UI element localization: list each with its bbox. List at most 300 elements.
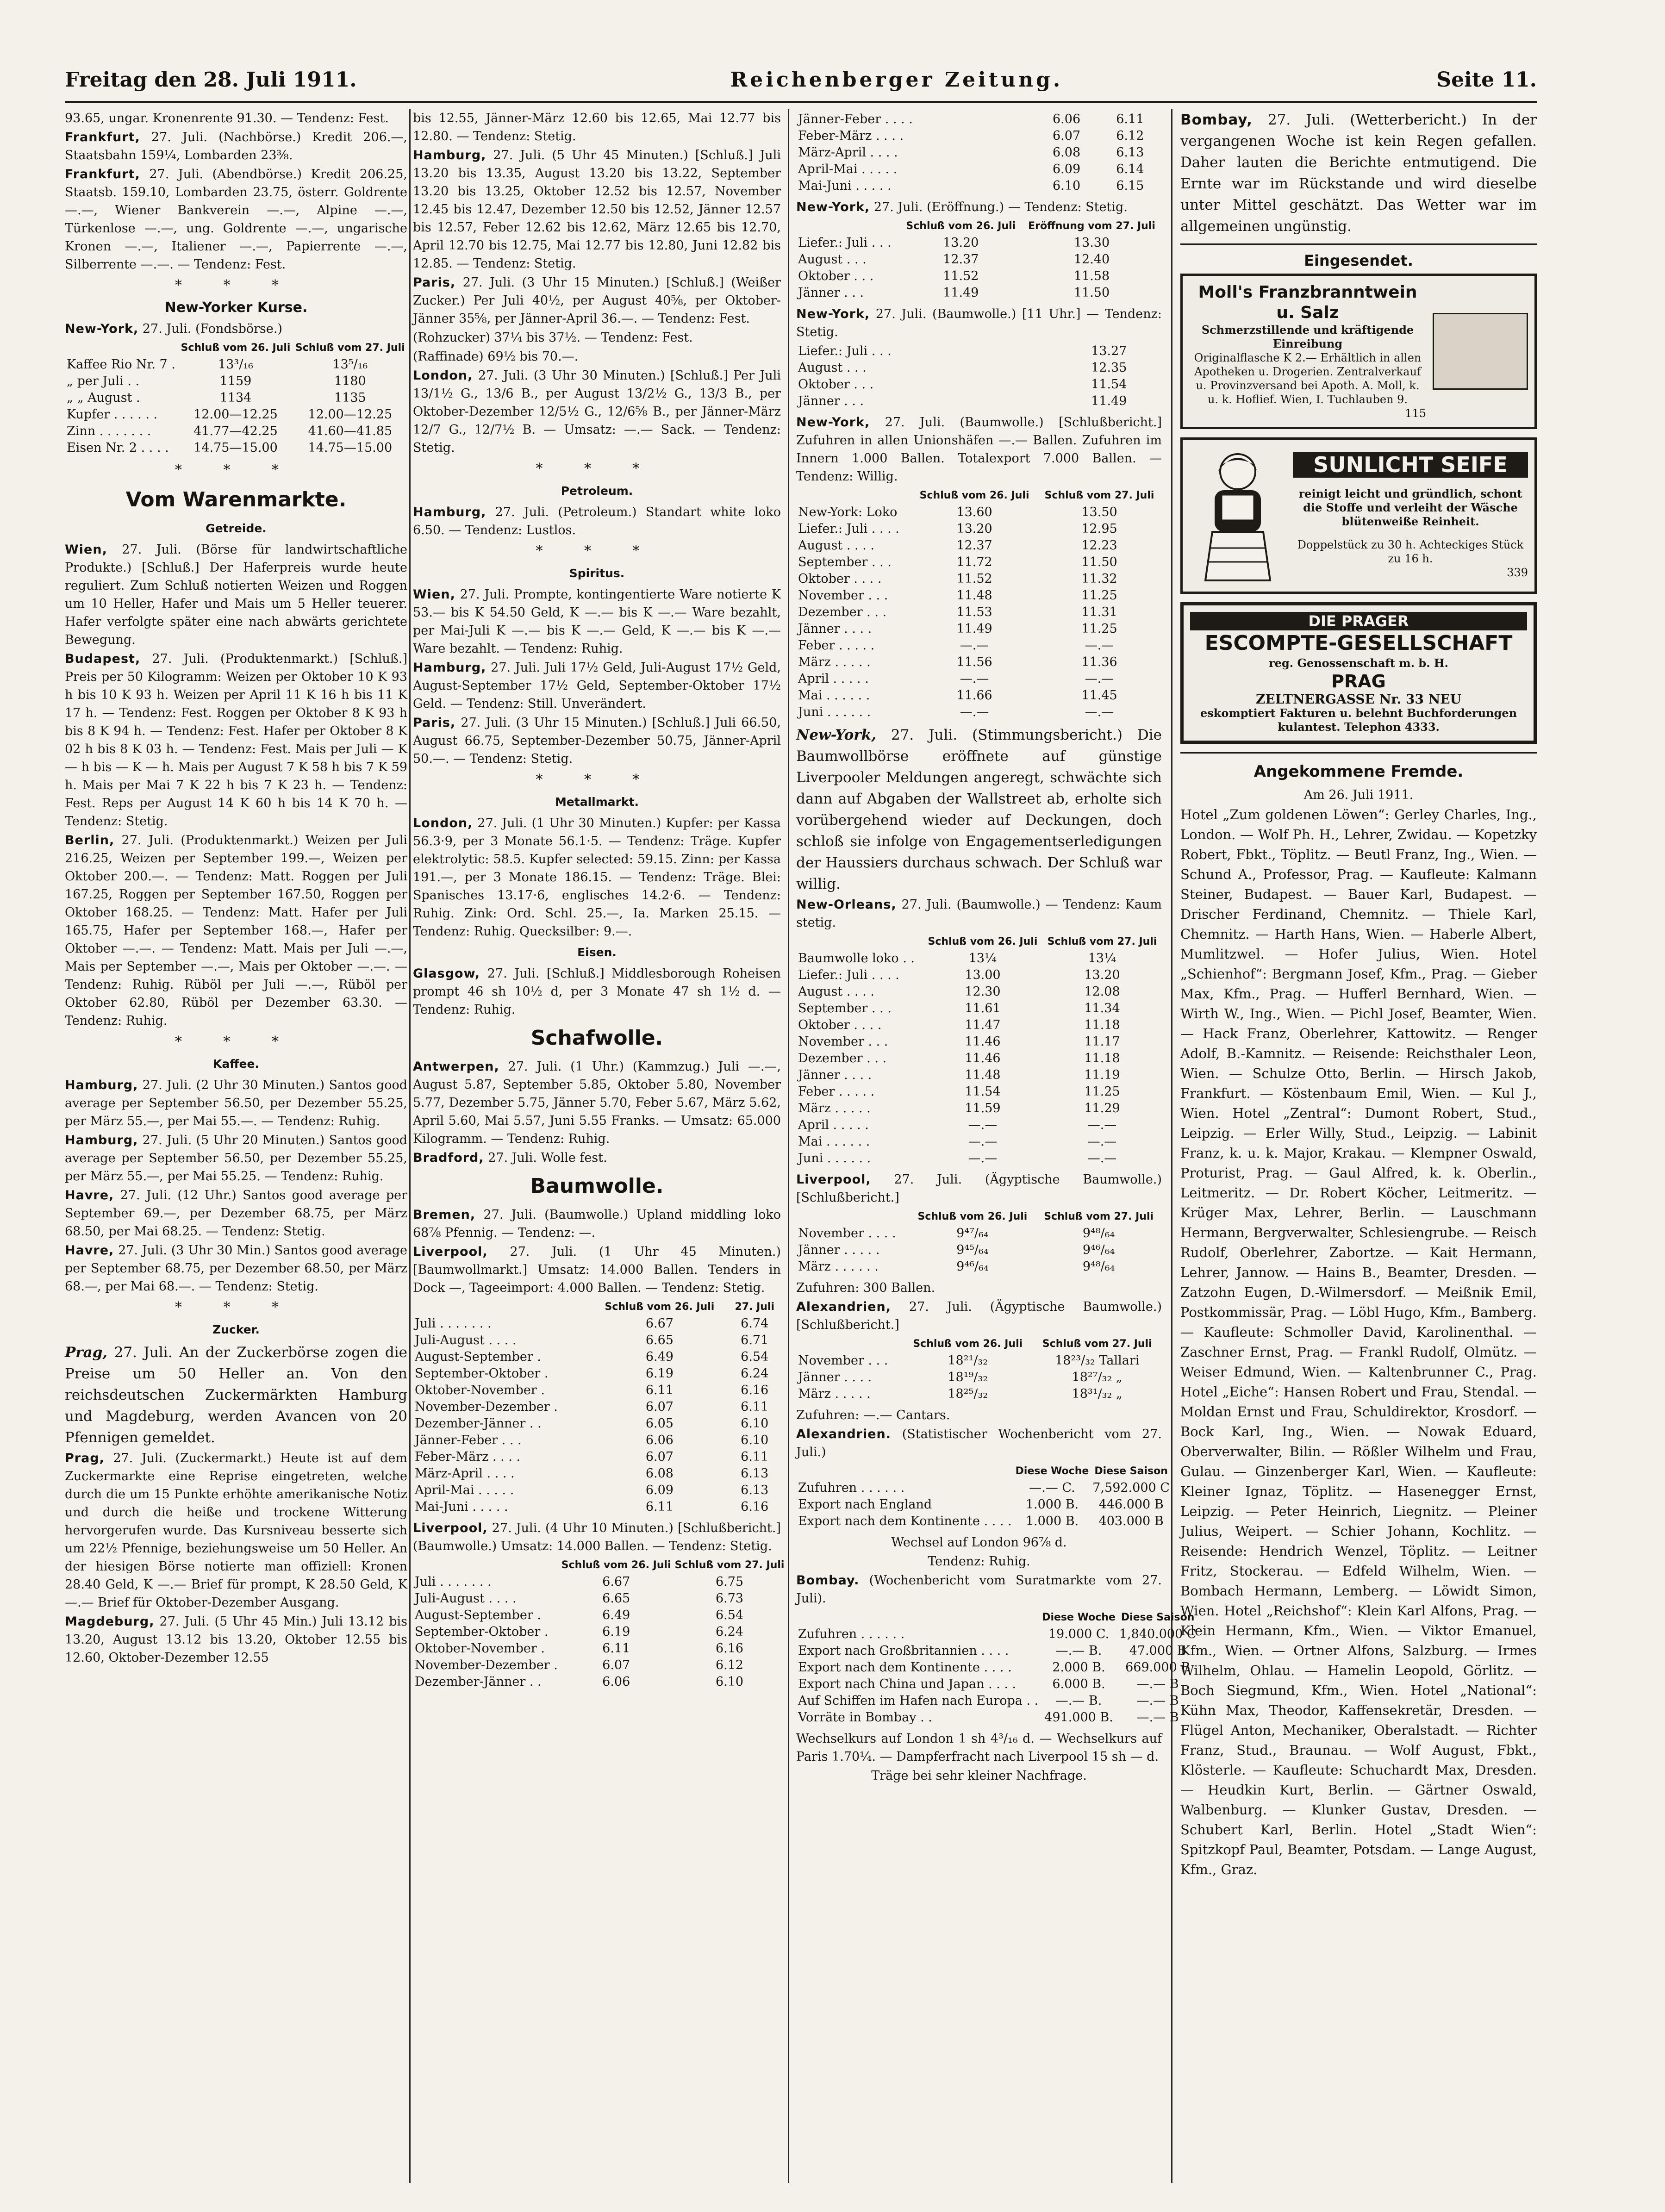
table-header-cell: [796, 1209, 910, 1225]
article-text: 27. Juli. Wolle fest.: [488, 1151, 607, 1165]
table-cell: 6.11: [602, 1641, 630, 1656]
article-lead: New-York,: [796, 727, 876, 743]
table-row: [796, 521, 1162, 537]
table-cell: 18²³/₃₂ Tallari: [1055, 1353, 1140, 1368]
section-stars: * * *: [536, 461, 658, 477]
article-text: 27. Juli. Prompte, kontingentierte Ware notierte K 53.— bis K 54.50 Geld, K —.— bis K —.— Ware bezahlt, per Mai-Juli K —.— bis K —.— Geld, K —.— bis K —.— Ware bezahlt. — Tendenz: Ruhig.: [413, 587, 781, 656]
table-cell: 6.07: [1053, 129, 1081, 143]
article-text: (Rohzucker) 37¼ bis 37½. — Tendenz: Fest.: [413, 330, 693, 345]
article-text: 27. Juli. An der Zuckerbörse zogen die Preise um 50 Heller an. Von den reichsdeutschen Zuckermärkten Hamburg und Magdeburg, werden Avancen von 20 Pfennigen gemeldet.: [65, 1344, 408, 1446]
table-header-row: [796, 1209, 1162, 1225]
article: [413, 814, 781, 941]
article-text: 27. Juli. (3 Uhr 15 Minuten.) [Schluß.] Juli 66.50, August 66.75, September-Dezember 50.75, Jänner-April 50.—. — Tendenz: Stetig.: [413, 716, 781, 766]
table-cell: 6.09: [1053, 162, 1081, 176]
table-cell: 6.24: [715, 1625, 744, 1639]
article-lead: Glasgow,: [413, 966, 480, 981]
table-cell: 6.06: [602, 1675, 630, 1689]
table-cell: —.—: [960, 672, 989, 686]
quote-table: [796, 487, 1162, 721]
column-1: [65, 109, 407, 2192]
table-cell: Kaffee Rio Nr. 7 .: [67, 357, 175, 372]
article: [65, 320, 407, 338]
table-cell: April-Mai . . . . .: [415, 1483, 514, 1497]
table-cell: 6.13: [1116, 145, 1144, 160]
table-row: [796, 235, 1162, 251]
table-row: [413, 1482, 781, 1499]
advertisement-escompte: [1180, 602, 1537, 744]
table-row: [796, 178, 1162, 194]
ad-line: DIE PRAGER: [1190, 612, 1527, 630]
ad-line: reg. Genossenschaft m. b. H.: [1269, 656, 1448, 670]
table-row: [796, 504, 1162, 521]
quote-table: [796, 1609, 1198, 1726]
article-text: 27. Juli. [Schluß.] Middlesborough Roheisen prompt 46 sh 10½ d, per 3 Monate 47 sh 1½ d. — Tendenz: Ruhig.: [413, 966, 781, 1017]
section-rule: [1180, 243, 1537, 245]
table-row: [796, 1050, 1162, 1067]
article-text: Am 26. Juli 1911.: [1303, 788, 1414, 802]
article-lead: Hamburg,: [65, 1078, 138, 1092]
article-text: 27. Juli. (Zuckermarkt.) Heute ist auf dem Zuckermarkte eine Reprise eingetreten, welche durch die um 15 Punkte erhöhte amerikanische Notiz und durch die heiße und trockene Witterung hervorgerufen wurde. Das Kursniveau besserte sich um 22½ Pfennige, beziehungsweise um 50 Heller. An der hiesigen Börse notierte man offiziell: Kronen 28.40 Geld, K —.— Brief für prompt, K 28.50 Geld, K —.— Brief für Oktober-Dezember Ausgang.: [65, 1451, 407, 1610]
table-header-row: [413, 1299, 781, 1315]
article-text: 27. Juli. (Baumwolle.) Upland middling loko 68⅞ Pfennig. — Tendenz: —.: [413, 1208, 781, 1240]
table-cell: 446.000 B: [1098, 1497, 1164, 1512]
table-cell: —.—: [960, 705, 989, 719]
table-cell: 13.50: [1081, 505, 1117, 519]
section-title: Schafwolle.: [530, 1026, 663, 1050]
header-page-number: Seite 11.: [1436, 68, 1537, 92]
table-cell: 6.12: [1116, 129, 1144, 143]
table-row: [413, 1399, 781, 1415]
article-text: (Wochenbericht vom Suratmarkte vom 27. Juli).: [796, 1573, 1162, 1606]
table-cell: 11.25: [1081, 588, 1117, 603]
table-cell: Dezember-Jänner . .: [415, 1675, 542, 1689]
article: [796, 198, 1162, 216]
article-text: 27. Juli. (Baumwolle.) [Schlußbericht.] Zufuhren in allen Unionshäfen —.— Ballen. Zufuhren im Innern 1.000 Ballen. Totalexport 7.000 Ballen. — Tendenz: Willig.: [796, 415, 1162, 484]
table-cell: 12.08: [1084, 984, 1120, 999]
table-cell: April-Mai . . . . .: [798, 162, 898, 176]
table-cell: Baumwolle loko . .: [798, 951, 915, 966]
table-cell: New-York: Loko: [798, 505, 898, 519]
table-cell: 18²⁵/₃₂: [948, 1387, 988, 1401]
section-stars: * * *: [536, 772, 658, 788]
table-cell: 18²¹/₃₂: [948, 1353, 988, 1368]
table-cell: 11.17: [1084, 1034, 1120, 1049]
quote-table: [796, 218, 1162, 301]
table-row: [413, 1640, 786, 1657]
ad-address: ZELTNERGASSE Nr. 33 NEU: [1255, 692, 1462, 707]
table-cell: —.—: [1087, 1151, 1117, 1165]
ad-city: PRAG: [1331, 671, 1386, 692]
table-cell: 9⁴⁸/₆₄: [1082, 1226, 1115, 1240]
table-cell: Jänner-Feber . . . .: [798, 112, 913, 126]
article: [796, 1425, 1162, 1461]
table-header-cell: Schluß vom 27. Juli: [295, 342, 405, 354]
article-text: 27. Juli. (5 Uhr 20 Minuten.) Santos good average per September 56.50, per Dezember 55.25, per März 55.—, per Mai 55.25. — Tendenz: Ruhig.: [65, 1133, 407, 1184]
article-text: 27. Juli. (5 Uhr 45 Min.) Juli 13.12 bis 13.20, August 13.12 bis 13.20, Oktober 12.55 bis 12.60, Oktober-Dezember 12.55: [65, 1614, 408, 1665]
article-lead: Prag,: [65, 1344, 108, 1361]
table-cell: 6.11: [1116, 112, 1144, 126]
table-cell: Oktober-November .: [415, 1383, 545, 1397]
table-row: [413, 1415, 781, 1432]
section-heading: New-Yorker Kurse.: [164, 299, 308, 316]
table-cell: Oktober . . . .: [798, 1018, 882, 1032]
table-row: [413, 1432, 781, 1449]
table-cell: 41.77—42.25: [193, 424, 278, 438]
article: [413, 367, 781, 457]
article: [413, 146, 781, 273]
table-cell: November . . .: [798, 1353, 888, 1368]
article-text: 27. Juli. (4 Uhr 10 Minuten.) [Schlußbericht.] (Baumwolle.) Umsatz: 14.000 Ballen. — Tendenz: Stetig.: [413, 1521, 781, 1553]
table-cell: Liefer.: Juli . . . .: [798, 522, 899, 536]
column-4: [1180, 109, 1537, 2192]
table-cell: März . . . . .: [798, 1101, 871, 1115]
table-cell: Juli . . . . . . .: [415, 1575, 492, 1589]
section-title: Vom Warenmarkte.: [125, 488, 347, 511]
table-cell: 11.53: [956, 605, 992, 619]
table-cell: —.— B: [1136, 1677, 1179, 1691]
article-text: Zufuhren: 300 Ballen.: [796, 1281, 935, 1295]
table-cell: 1159: [219, 374, 252, 388]
table-cell: 6.10: [715, 1675, 744, 1689]
article: [1180, 786, 1537, 804]
column-divider: [1171, 109, 1172, 2183]
table-cell: Jänner-Feber . . .: [415, 1433, 522, 1447]
table-cell: April . . . . .: [798, 1118, 869, 1132]
article-lead: Hamburg,: [65, 1133, 138, 1147]
table-row: [796, 1352, 1162, 1369]
table-cell: Mai . . . . . .: [798, 1134, 870, 1149]
table-row: [796, 343, 1162, 360]
table-cell: —.—: [968, 1118, 998, 1132]
table-cell: 6.14: [1116, 162, 1144, 176]
article-lead: Bombay,: [1180, 112, 1253, 128]
section-stars: * * *: [175, 462, 298, 478]
table-row: [413, 1465, 781, 1482]
table-row: [413, 1657, 786, 1674]
table-cell: 11.49: [1091, 394, 1127, 408]
table-cell: 11.45: [1081, 688, 1117, 703]
section-stars: * * *: [536, 543, 658, 559]
table-cell: 18¹⁹/₃₂: [948, 1370, 988, 1384]
table-cell: 6.08: [645, 1466, 673, 1481]
table-cell: 9⁴⁶/₆₄: [1082, 1243, 1115, 1257]
table-row: [796, 1659, 1198, 1676]
article-text: 27. Juli. (Baumwolle.) — Tendenz: Kaum stetig.: [796, 897, 1162, 930]
article: [65, 128, 407, 164]
table-cell: —.— B: [1136, 1710, 1179, 1725]
table-cell: 6.11: [741, 1450, 769, 1464]
article-text: 27. Juli. (3 Uhr 30 Minuten.) [Schluß.] Per Juli 13/1½ G., 13/6 B., per August 13/2½ G., 13/3 B., per Oktober-Dezember 12/5½ G., 12/6⅝ B., per Jänner-März 12/7 G., 12/7½ B. — Umsatz: —.— Sack. — Tendenz: Stetig.: [413, 368, 781, 455]
table-cell: 6.13: [741, 1483, 769, 1497]
table-cell: März . . . . . .: [798, 1259, 879, 1274]
table-cell: 13.20: [956, 522, 992, 536]
table-cell: März-April . . . .: [798, 145, 898, 160]
table-row: [796, 1626, 1198, 1643]
table-cell: 9⁴⁸/₆₄: [1082, 1259, 1115, 1274]
table-cell: 11.25: [1081, 622, 1117, 636]
table-header-cell: Diese Saison: [1094, 1465, 1168, 1477]
article-lead: Hamburg,: [413, 660, 486, 675]
table-cell: Juni . . . . . .: [798, 1151, 871, 1165]
table-cell: 11.58: [1073, 269, 1110, 283]
table-cell: Jänner . . .: [798, 394, 864, 408]
table-cell: 6.15: [1116, 179, 1144, 193]
table-cell: 11.52: [956, 572, 992, 586]
table-row: [796, 1134, 1162, 1150]
table-cell: 491.000 B.: [1044, 1710, 1113, 1725]
table-cell: November . . . .: [798, 1226, 896, 1240]
table-cell: 11.31: [1081, 605, 1117, 619]
table-cell: Feber-März . . . .: [798, 129, 904, 143]
article: [65, 1613, 407, 1667]
article: [796, 1533, 1162, 1552]
table-cell: Eisen Nr. 2 . . . .: [67, 441, 169, 455]
table-cell: 13¼: [968, 951, 997, 966]
article: [413, 965, 781, 1019]
table-header-cell: Schluß vom 27. Juli: [1044, 1211, 1154, 1222]
table-cell: November-Dezember .: [415, 1400, 558, 1414]
table-cell: 6.49: [645, 1350, 673, 1364]
article-text: 27. Juli. (Fondsbörse.): [142, 322, 282, 336]
table-cell: 11.29: [1084, 1101, 1120, 1115]
table-header-row: [796, 218, 1162, 235]
table-cell: 6.06: [1053, 112, 1081, 126]
table-row: [413, 1332, 781, 1349]
article: [413, 329, 781, 347]
table-row: [796, 1150, 1162, 1167]
table-header-cell: Schluß vom 27. Juli: [674, 1559, 785, 1571]
ad-number: 339: [1507, 566, 1528, 579]
table-cell: 11.46: [965, 1034, 1001, 1049]
article-text: Träge bei sehr kleiner Nachfrage.: [871, 1769, 1087, 1783]
table-row: [796, 1369, 1162, 1386]
table-cell: September . . .: [798, 1001, 892, 1016]
table-cell: —.—: [968, 1134, 998, 1149]
table-cell: 9⁴⁶/₆₄: [956, 1259, 989, 1274]
table-cell: Mai-Juni . . . . .: [798, 179, 892, 193]
article-lead: Frankfurt,: [65, 167, 140, 181]
article: [413, 714, 781, 768]
table-row: [796, 1513, 1172, 1530]
table-cell: Mai . . . . . .: [798, 688, 870, 703]
table-cell: März . . . . .: [798, 1387, 871, 1401]
table-row: [413, 1499, 781, 1515]
table-row: [65, 356, 407, 373]
table-row: [413, 1449, 781, 1465]
subsection-heading: Petroleum.: [561, 484, 633, 498]
table-cell: 6.67: [645, 1316, 673, 1331]
table-header-cell: [796, 1336, 903, 1352]
table-row: [796, 1496, 1172, 1513]
table-cell: —.—: [1085, 705, 1114, 719]
table-cell: 11.49: [943, 286, 979, 300]
quote-table: [65, 340, 407, 456]
table-cell: Juli-August . . . .: [415, 1591, 517, 1606]
table-cell: Export nach England: [798, 1497, 932, 1512]
article-text: 27. Juli. (Stimmungsbericht.) Die Baumwollbörse eröffnete auf günstige Liverpooler Meldungen angeregt, schwächte sich dann auf Abgaben der Wallstreet ab, erholte sich vorübergehend wieder auf Deckungen, doch schloß sie infolge von Engagementserledigungen der Haussiers durchaus schwach. Der Schluß war willig.: [796, 727, 1162, 892]
table-cell: 6.54: [715, 1608, 744, 1622]
article: [65, 541, 407, 649]
article-lead: Havre,: [65, 1188, 114, 1203]
table-cell: Jänner . . . .: [798, 622, 872, 636]
table-cell: —.—: [1087, 1134, 1117, 1149]
table-cell: 11.32: [1081, 572, 1117, 586]
table-cell: Vorräte in Bombay . .: [798, 1710, 932, 1725]
table-cell: 1.000 B.: [1025, 1497, 1079, 1512]
article-text: 27. Juli. (5 Uhr 45 Minuten.) [Schluß.] Juli 13.20 bis 13.35, August 13.20 bis 13.22, September 13.20 bis 13.25, Oktober 12.52 bis 12.57, November 12.45 bis 12.47, Dezember 12.50 bis 12.52, Jänner 12.57 bis 12.57, Feber 12.62 bis 12.62, März 12.65 bis 12.70, April 12.70 bis 12.75, Mai 12.77 bis 12.80, Juni 12.82 bis 12.85. — Tendenz: Stetig.: [413, 148, 781, 271]
article-text: 27. Juli. (Ägyptische Baumwolle.) [Schlußbericht.]: [796, 1300, 1162, 1332]
article-text: 27. Juli. (3 Uhr 30 Min.) Santos good average per September 68.75, per Dezember 68.50, per März 68.—, per Mai 68.—. — Tendenz: Stetig.: [65, 1243, 407, 1294]
table-header-cell: [413, 1557, 560, 1574]
table-cell: 6.000 B.: [1052, 1677, 1105, 1691]
table-cell: Jänner . . . .: [798, 1370, 872, 1384]
table-header-cell: [796, 487, 912, 504]
article: [413, 1243, 781, 1297]
article: [413, 1058, 781, 1148]
table-cell: 6.19: [645, 1366, 673, 1381]
table-cell: 11.47: [965, 1018, 1001, 1032]
article: [413, 1149, 781, 1167]
table-cell: August . . .: [798, 252, 867, 267]
table-cell: Jänner . . . .: [798, 1068, 872, 1082]
table-cell: 11.49: [956, 622, 992, 636]
table-cell: 6.09: [645, 1483, 673, 1497]
table-cell: Liefer.: Juli . . .: [798, 236, 892, 250]
article-lead: Bremen,: [413, 1208, 476, 1222]
table-row: [796, 1225, 1162, 1242]
table-cell: —.— B: [1136, 1694, 1179, 1708]
article-text: 27. Juli. (1 Uhr 45 Minuten.) [Baumwollmarkt.] Umsatz: 14.000 Ballen. Tenders in Dock —, Tageeimport: 4.000 Ballen. — Tendenz: Stetig.: [413, 1245, 781, 1295]
table-cell: „ per Juli . .: [67, 374, 140, 388]
table-row: [796, 1676, 1198, 1693]
article-lead: Berlin,: [65, 833, 115, 847]
table-cell: 11.36: [1081, 655, 1117, 669]
subsection-heading: Spiritus.: [569, 567, 625, 580]
table-cell: März . . . . .: [798, 655, 871, 669]
table-cell: 6.12: [715, 1658, 744, 1672]
table-cell: August . . .: [798, 361, 867, 375]
table-row: [796, 537, 1162, 554]
table-cell: 12.23: [1081, 538, 1117, 553]
table-row: [796, 1259, 1162, 1275]
ad-title: SUNLICHT SEIFE: [1293, 452, 1528, 478]
advertisement-sunlicht: [1180, 437, 1537, 594]
article-lead: New-York,: [796, 200, 870, 214]
quote-table: [796, 1209, 1162, 1275]
article: [413, 348, 781, 366]
table-row: [65, 373, 407, 390]
article-lead: New-York,: [65, 322, 139, 336]
table-header-cell: [796, 934, 923, 950]
table-cell: Liefer.: Juli . . . .: [798, 968, 899, 982]
table-cell: 11.66: [956, 688, 992, 703]
table-header-cell: Schluß vom 26. Juli: [919, 490, 1029, 501]
article: [1180, 109, 1537, 237]
article-lead: New-Orleans,: [796, 897, 897, 912]
table-cell: 9⁴⁵/₆₄: [956, 1243, 989, 1257]
ad-product-image: [1433, 313, 1528, 390]
table-header-cell: Schluß vom 27. Juli: [1044, 490, 1154, 501]
article-text: 27. Juli. (Nachbörse.) Kredit 206.—, Staatsbahn 159¼, Lombarden 23⅜.: [65, 130, 407, 162]
article-lead: Alexandrien,: [796, 1300, 892, 1314]
header-rule: [65, 101, 1537, 103]
table-cell: 6.73: [715, 1591, 744, 1606]
article-lead: Hamburg,: [413, 148, 486, 162]
table-cell: Jänner . . . . .: [798, 1243, 880, 1257]
subsection-heading: Metallmarkt.: [555, 795, 639, 809]
article: [413, 503, 781, 539]
table-cell: 1.000 B.: [1025, 1514, 1079, 1528]
article-text: 27. Juli. Juli 17½ Geld, Juli-August 17½ Geld, August-September 17½ Geld, September-Oktober 17½ Geld. — Tendenz: Still. Unverändert.: [413, 660, 781, 711]
table-cell: 11.54: [1091, 377, 1127, 392]
table-header-cell: Eröffnung vom 27. Juli: [1028, 220, 1155, 232]
article-lead: Liverpool,: [413, 1521, 488, 1535]
table-header-cell: [796, 218, 900, 235]
table-header-row: [413, 1557, 786, 1574]
table-cell: 11.34: [1084, 1001, 1120, 1016]
table-row: [413, 1382, 781, 1399]
section-heading: Eingesendet.: [1304, 252, 1413, 269]
table-cell: 12.40: [1073, 252, 1110, 267]
table-cell: 6.08: [1053, 145, 1081, 160]
table-cell: Oktober . . .: [798, 269, 874, 283]
table-cell: 12.37: [943, 252, 979, 267]
table-row: [796, 984, 1162, 1000]
table-row: [796, 111, 1162, 128]
article-lead: Bombay.: [796, 1573, 860, 1588]
table-cell: 13.27: [1091, 344, 1127, 358]
header-newspaper-title: Reichenberger Zeitung.: [730, 68, 1063, 92]
article-text: 27. Juli. (Eröffnung.) — Tendenz: Stetig.: [873, 200, 1128, 214]
table-row: [65, 390, 407, 406]
table-cell: 2.000 B.: [1052, 1660, 1105, 1675]
table-row: [796, 1117, 1162, 1134]
table-cell: Mai-Juni . . . . .: [415, 1500, 508, 1514]
article-lead: Bradford,: [413, 1151, 484, 1165]
table-cell: Feber-März . . . .: [415, 1450, 521, 1464]
quote-table: [796, 1336, 1162, 1402]
table-row: [796, 1242, 1162, 1259]
article: [796, 724, 1162, 895]
ad-title: Moll's Franzbranntwein u. Salz: [1198, 283, 1417, 322]
table-cell: 6.54: [741, 1350, 769, 1364]
table-header-cell: 27. Juli: [735, 1301, 774, 1313]
article: [413, 274, 781, 328]
ad-subtitle: Schmerzstillende und kräftigende Einreibung: [1201, 323, 1414, 350]
table-cell: 9⁴⁷/₆₄: [956, 1226, 989, 1240]
ad-title: ESCOMPTE-GESELLSCHAFT: [1204, 631, 1513, 655]
article: [65, 1131, 407, 1185]
ad-text: eskomptiert Fakturen u. belehnt Buchforderungen kulantest. Telephon 4333.: [1200, 706, 1517, 734]
table-cell: 6.11: [741, 1400, 769, 1414]
table-cell: 11.18: [1084, 1051, 1120, 1065]
article-text: 27. Juli. (Baumwolle.) [11 Uhr.] — Tendenz: Stetig.: [796, 307, 1162, 339]
table-row: [796, 1386, 1162, 1402]
table-cell: 11.50: [1081, 555, 1117, 569]
table-cell: 11.48: [965, 1068, 1001, 1082]
article: [796, 1406, 1162, 1424]
table-row: [796, 1100, 1162, 1117]
table-cell: 1134: [219, 391, 252, 405]
section-heading: Angekommene Fremde.: [1253, 762, 1464, 781]
table-cell: 13.60: [956, 505, 992, 519]
article-lead: Alexandrien.: [796, 1427, 892, 1441]
table-cell: September . . .: [798, 555, 892, 569]
table-cell: 11.61: [965, 1001, 1001, 1016]
table-cell: 6.16: [715, 1641, 744, 1656]
article-lead: Wien,: [65, 542, 107, 557]
article-text: 27. Juli. (Petroleum.) Standart white loko 6.50. — Tendenz: Lustlos.: [413, 505, 781, 537]
